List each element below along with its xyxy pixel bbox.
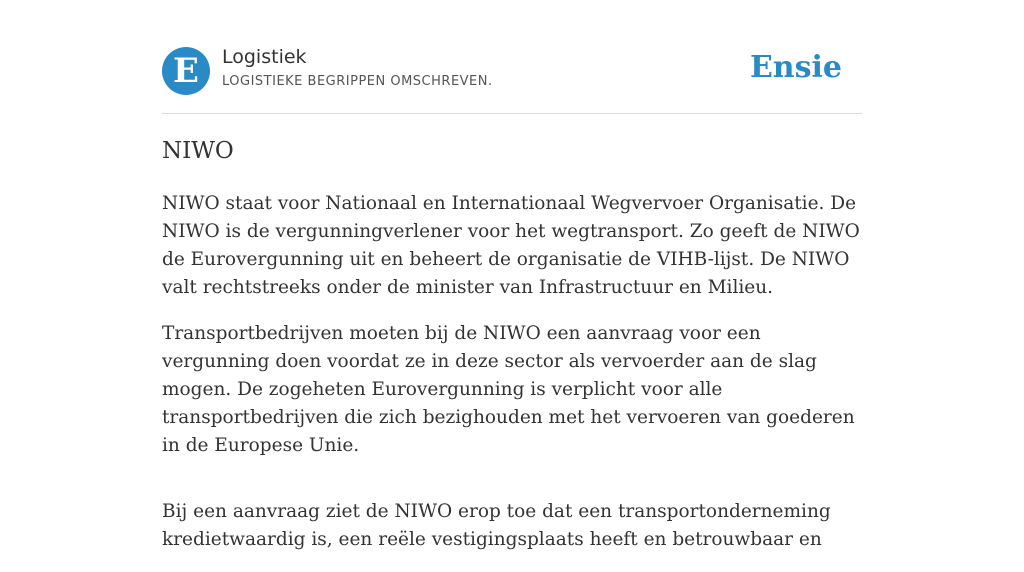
article-paragraph: NIWO staat voor Nationaal en Internationaal Wegvervoer Organisatie. De NIWO is de vergunningverlener voor het wegtransport. Zo geeft de NIWO de Eurovergunning uit en beheert de organisatie de VIHB-lijst. De NIWO valt rechtstreeks onder de minister van Infrastructuur en Milieu. (162, 193, 860, 298)
site-title[interactable]: Logistiek (222, 46, 307, 68)
article-paragraph: Transportbedrijven moeten bij de NIWO een aanvraag voor een vergunning doen voordat ze in deze sector als vervoerder aan de slag mogen. De zogeheten Eurovergunning is verplicht voor alle transportbedrijven die zich bezighouden met het vervoeren van goederen in de Europese Unie. (162, 323, 855, 456)
article-body (162, 190, 862, 572)
site-header (162, 0, 862, 114)
brand-logo-link[interactable]: Ensie (749, 50, 842, 85)
site-tagline: LOGISTIEKE BEGRIPPEN OMSCHREVEN. (222, 74, 493, 89)
term-title: NIWO (162, 138, 234, 164)
site-logo[interactable]: E (162, 47, 210, 95)
content-container (162, 0, 862, 550)
article-paragraph: Bij een aanvraag ziet de NIWO erop toe dat een transportonderneming kredietwaardig is, een reële vestigingsplaats heeft en betrouwbaar en (162, 501, 831, 550)
